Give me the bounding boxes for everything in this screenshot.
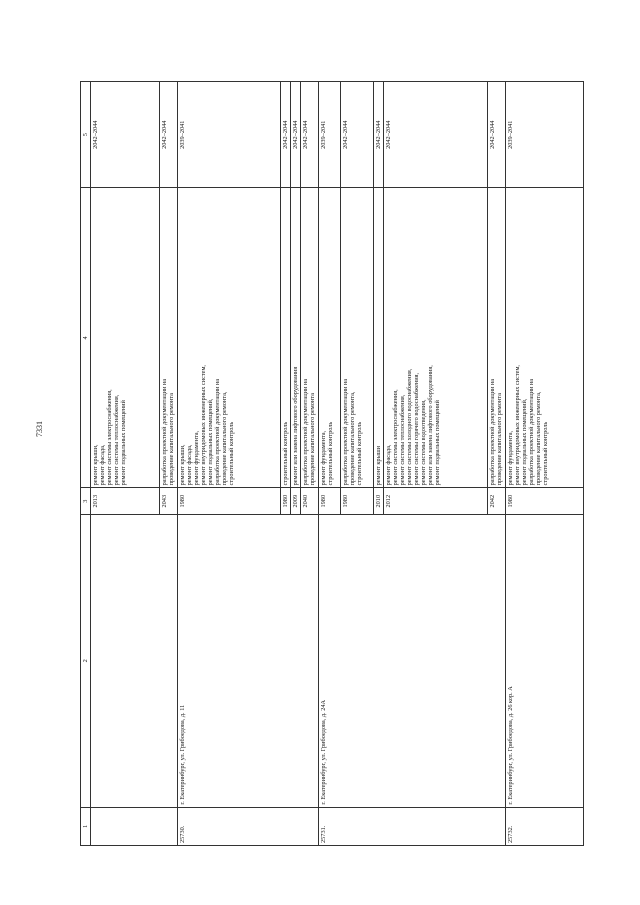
planned-period-cell: 2042–2044	[341, 82, 374, 188]
header-col-4: 4	[81, 188, 91, 488]
planned-period-cell: 2042–2044	[374, 82, 384, 188]
object-index	[91, 807, 178, 845]
object-index: 25732.	[506, 807, 584, 845]
header-col-5: 5	[81, 82, 91, 188]
planned-period-cell: 2042–2044	[301, 82, 319, 188]
work-types-cell: ремонт крыши, ремонт фасада, ремонт фундамента, ремонт внутридомовых инженерных систем, ремонт подвальных помещений, разработка проектной документации на проведение капитального ремонта, строительный контроль	[178, 188, 281, 488]
object-index: 25730.	[178, 807, 319, 845]
planned-period-cell: 2039–2041	[178, 82, 281, 188]
table-row	[319, 82, 341, 846]
rotated-table-container	[80, 81, 600, 846]
object-address: г. Екатеринбург, ул. Грибоедова, д. 24А	[319, 515, 506, 808]
planned-period-cell: 2042–2044	[384, 82, 488, 188]
work-types-cell: ремонт крыши	[374, 188, 384, 488]
work-types-cell: строительный контроль	[281, 188, 291, 488]
year-cell: 2043	[160, 488, 178, 515]
year-cell: 1980	[178, 488, 281, 515]
planned-period-cell: 2039–2041	[319, 82, 341, 188]
year-cell: 1980	[341, 488, 374, 515]
table-row	[506, 82, 584, 846]
planned-period-cell: 2042–2044	[281, 82, 291, 188]
year-cell: 1980	[281, 488, 291, 515]
year-cell: 2010	[374, 488, 384, 515]
planned-period-cell: 2042–2044	[160, 82, 178, 188]
object-address: г. Екатеринбург, ул. Грибоедова, д. 26 кор. А	[506, 515, 584, 808]
object-address: г. Екатеринбург, ул. Грибоедова, д. 11	[178, 515, 319, 808]
object-address	[91, 515, 178, 808]
planned-period-cell: 2042–2044	[91, 82, 160, 188]
page-number: 7331	[35, 421, 44, 437]
object-index: 25731.	[319, 807, 506, 845]
header-col-2: 2	[81, 515, 91, 808]
year-cell: 1980	[506, 488, 584, 515]
work-types-cell: ремонт или замена лифтового оборудования	[291, 188, 301, 488]
work-types-cell: разработка проектной документации на проведение капитального ремонта, строительный контроль	[341, 188, 374, 488]
work-types-cell: ремонт фундамента, строительный контроль	[319, 188, 341, 488]
work-types-cell: ремонт крыши, ремонт фасада, ремонт системы электроснабжения, ремонт системы теплоснабжения, ремонт подвальных помещений	[91, 188, 160, 488]
year-cell: 2042	[488, 488, 506, 515]
header-row	[81, 82, 91, 846]
repair-schedule-table	[80, 81, 584, 846]
year-cell: 1980	[319, 488, 341, 515]
work-types-cell: ремонт фундамента, ремонт внутридомовых инженерных систем, ремонт подвальных помещений, разработка проектной документации на проведение капитального ремонта, строительный контроль	[506, 188, 584, 488]
year-cell: 2012	[384, 488, 488, 515]
planned-period-cell: 2042–2044	[291, 82, 301, 188]
work-types-cell: ремонт фасада, ремонт системы электроснабжения, ремонт системы теплоснабжения, ремонт системы холодного водоснабжения, ремонт системы горячего водоснабжения, ремонт системы водоотведения, ремонт или замена лифтового оборудования, ремонт подвальных помещений	[384, 188, 488, 488]
year-cell: 2009	[291, 488, 301, 515]
planned-period-cell: 2042–2044	[488, 82, 506, 188]
table-row	[91, 82, 160, 846]
planned-period-cell: 2039–2041	[506, 82, 584, 188]
work-types-cell: разработка проектной документации на проведение капитального ремонта	[301, 188, 319, 488]
work-types-cell: разработка проектной документации на проведение капитального ремонта	[160, 188, 178, 488]
table-row	[178, 82, 281, 846]
year-cell: 2040	[301, 488, 319, 515]
year-cell: 2013	[91, 488, 160, 515]
header-col-1: 1	[81, 807, 91, 845]
work-types-cell: разработка проектной документации на проведение капитального ремонта	[488, 188, 506, 488]
header-col-3: 3	[81, 488, 91, 515]
